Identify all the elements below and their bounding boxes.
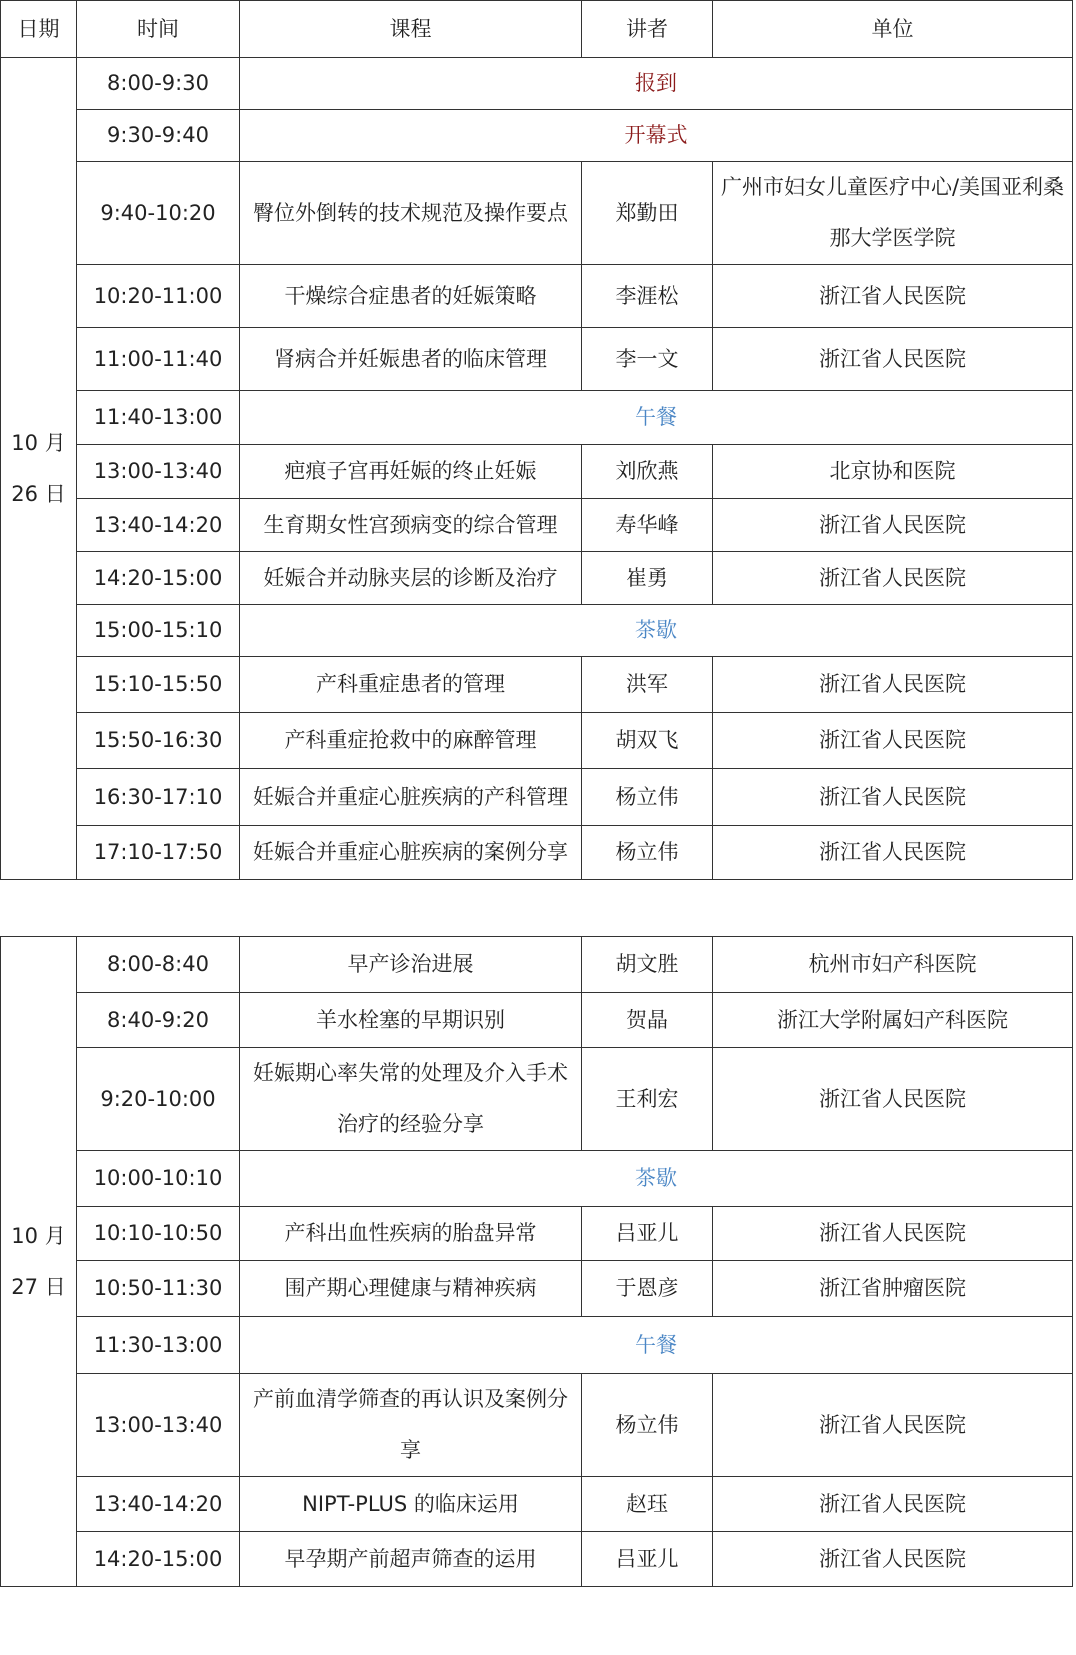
speaker-cell: 郑勤田 [582, 162, 713, 265]
speaker-cell: 王利宏 [582, 1048, 713, 1151]
speaker-cell: 贺晶 [582, 993, 713, 1048]
break-cell: 报到 [240, 58, 1073, 110]
time-cell: 15:50-16:30 [77, 713, 240, 769]
time-cell: 13:00-13:40 [77, 1374, 240, 1477]
unit-cell: 浙江大学附属妇产科医院 [713, 993, 1073, 1048]
unit-cell: 浙江省人民医院 [713, 499, 1073, 552]
time-cell: 15:10-15:50 [77, 657, 240, 713]
time-cell: 16:30-17:10 [77, 769, 240, 826]
course-cell: 妊娠合并动脉夹层的诊断及治疗 [240, 552, 582, 605]
unit-cell: 浙江省人民医院 [713, 1477, 1073, 1532]
table-row [1, 110, 1073, 162]
speaker-cell: 于恩彦 [582, 1261, 713, 1317]
break-cell: 开幕式 [240, 110, 1073, 162]
speaker-cell: 杨立伟 [582, 1374, 713, 1477]
speaker-cell: 崔勇 [582, 552, 713, 605]
time-cell: 15:00-15:10 [77, 605, 240, 657]
speaker-cell: 李涯松 [582, 265, 713, 328]
unit-cell: 杭州市妇产科医院 [713, 937, 1073, 993]
date-day: 26 日 [11, 481, 66, 506]
course-cell: 妊娠期心率失常的处理及介入手术治疗的经验分享 [240, 1048, 582, 1151]
time-cell: 11:00-11:40 [77, 328, 240, 391]
time-cell: 13:00-13:40 [77, 445, 240, 499]
speaker-cell: 胡双飞 [582, 713, 713, 769]
header-time: 时间 [77, 1, 240, 58]
header-row [1, 1, 1073, 58]
unit-cell: 浙江省人民医院 [713, 657, 1073, 713]
time-cell: 13:40-14:20 [77, 499, 240, 552]
speaker-cell: 吕亚儿 [582, 1207, 713, 1261]
table-row [1, 769, 1073, 826]
table-row [1, 552, 1073, 605]
table-row [1, 162, 1073, 265]
day-separator [1, 880, 1073, 937]
time-cell: 8:00-8:40 [77, 937, 240, 993]
time-cell: 9:40-10:20 [77, 162, 240, 265]
time-cell: 8:00-9:30 [77, 58, 240, 110]
header-course: 课程 [240, 1, 582, 58]
table-row [1, 58, 1073, 110]
course-cell: 妊娠合并重症心脏疾病的产科管理 [240, 769, 582, 826]
table-row [1, 1532, 1073, 1587]
unit-cell: 浙江省人民医院 [713, 552, 1073, 605]
time-cell: 10:50-11:30 [77, 1261, 240, 1317]
speaker-cell: 吕亚儿 [582, 1532, 713, 1587]
course-cell: 妊娠合并重症心脏疾病的案例分享 [240, 826, 582, 880]
course-cell: 生育期女性宫颈病变的综合管理 [240, 499, 582, 552]
header-speaker: 讲者 [582, 1, 713, 58]
speaker-cell: 杨立伟 [582, 769, 713, 826]
unit-cell: 浙江省人民医院 [713, 769, 1073, 826]
unit-cell: 浙江省人民医院 [713, 265, 1073, 328]
course-cell: 肾病合并妊娠患者的临床管理 [240, 328, 582, 391]
time-cell: 14:20-15:00 [77, 552, 240, 605]
unit-cell: 浙江省人民医院 [713, 328, 1073, 391]
unit-cell: 浙江省人民医院 [713, 1532, 1073, 1587]
date-cell [1, 937, 77, 1587]
break-cell: 午餐 [240, 1317, 1073, 1374]
separator-cell [1, 880, 1073, 937]
unit-cell: 北京协和医院 [713, 445, 1073, 499]
speaker-cell: 赵珏 [582, 1477, 713, 1532]
date-day: 27 日 [11, 1274, 66, 1299]
course-cell: 产前血清学筛查的再认识及案例分享 [240, 1374, 582, 1477]
table-row [1, 499, 1073, 552]
unit-cell: 浙江省人民医院 [713, 1374, 1073, 1477]
speaker-cell: 杨立伟 [582, 826, 713, 880]
date-month: 10 月 [11, 1223, 66, 1248]
table-row [1, 391, 1073, 445]
table-row [1, 605, 1073, 657]
time-cell: 9:20-10:00 [77, 1048, 240, 1151]
speaker-cell: 李一文 [582, 328, 713, 391]
speaker-cell: 刘欣燕 [582, 445, 713, 499]
speaker-cell: 洪军 [582, 657, 713, 713]
table-row [1, 1207, 1073, 1261]
time-cell: 11:40-13:00 [77, 391, 240, 445]
table-row [1, 1151, 1073, 1207]
table-row [1, 1477, 1073, 1532]
table-row [1, 1374, 1073, 1477]
header-unit: 单位 [713, 1, 1073, 58]
time-cell: 11:30-13:00 [77, 1317, 240, 1374]
course-cell: 干燥综合症患者的妊娠策略 [240, 265, 582, 328]
time-cell: 17:10-17:50 [77, 826, 240, 880]
unit-cell: 浙江省人民医院 [713, 826, 1073, 880]
time-cell: 14:20-15:00 [77, 1532, 240, 1587]
time-cell: 8:40-9:20 [77, 993, 240, 1048]
unit-cell: 浙江省人民医院 [713, 1207, 1073, 1261]
course-cell: 产科重症患者的管理 [240, 657, 582, 713]
time-cell: 13:40-14:20 [77, 1477, 240, 1532]
course-cell: 产科出血性疾病的胎盘异常 [240, 1207, 582, 1261]
unit-cell: 广州市妇女儿童医疗中心/美国亚利桑那大学医学院 [713, 162, 1073, 265]
course-cell: 早孕期产前超声筛查的运用 [240, 1532, 582, 1587]
speaker-cell: 胡文胜 [582, 937, 713, 993]
unit-cell: 浙江省人民医院 [713, 713, 1073, 769]
unit-cell: 浙江省人民医院 [713, 1048, 1073, 1151]
table-row [1, 993, 1073, 1048]
date-cell [1, 58, 77, 880]
date-month: 10 月 [11, 430, 66, 455]
time-cell: 10:00-10:10 [77, 1151, 240, 1207]
break-cell: 茶歇 [240, 605, 1073, 657]
course-cell: 臀位外倒转的技术规范及操作要点 [240, 162, 582, 265]
table-row [1, 657, 1073, 713]
unit-cell: 浙江省肿瘤医院 [713, 1261, 1073, 1317]
table-row [1, 1048, 1073, 1151]
course-cell: 产科重症抢救中的麻醉管理 [240, 713, 582, 769]
course-cell: 羊水栓塞的早期识别 [240, 993, 582, 1048]
course-cell: 早产诊治进展 [240, 937, 582, 993]
time-cell: 10:10-10:50 [77, 1207, 240, 1261]
time-cell: 10:20-11:00 [77, 265, 240, 328]
table-row [1, 826, 1073, 880]
table-row [1, 445, 1073, 499]
table-row [1, 713, 1073, 769]
time-cell: 9:30-9:40 [77, 110, 240, 162]
table-row [1, 937, 1073, 993]
table-row [1, 328, 1073, 391]
break-cell: 茶歇 [240, 1151, 1073, 1207]
header-date: 日期 [1, 1, 77, 58]
speaker-cell: 寿华峰 [582, 499, 713, 552]
table-row [1, 1317, 1073, 1374]
table-row [1, 1261, 1073, 1317]
course-cell: 疤痕子宫再妊娠的终止妊娠 [240, 445, 582, 499]
table-row [1, 265, 1073, 328]
break-cell: 午餐 [240, 391, 1073, 445]
course-cell: 围产期心理健康与精神疾病 [240, 1261, 582, 1317]
course-cell: NIPT-PLUS 的临床运用 [240, 1477, 582, 1532]
